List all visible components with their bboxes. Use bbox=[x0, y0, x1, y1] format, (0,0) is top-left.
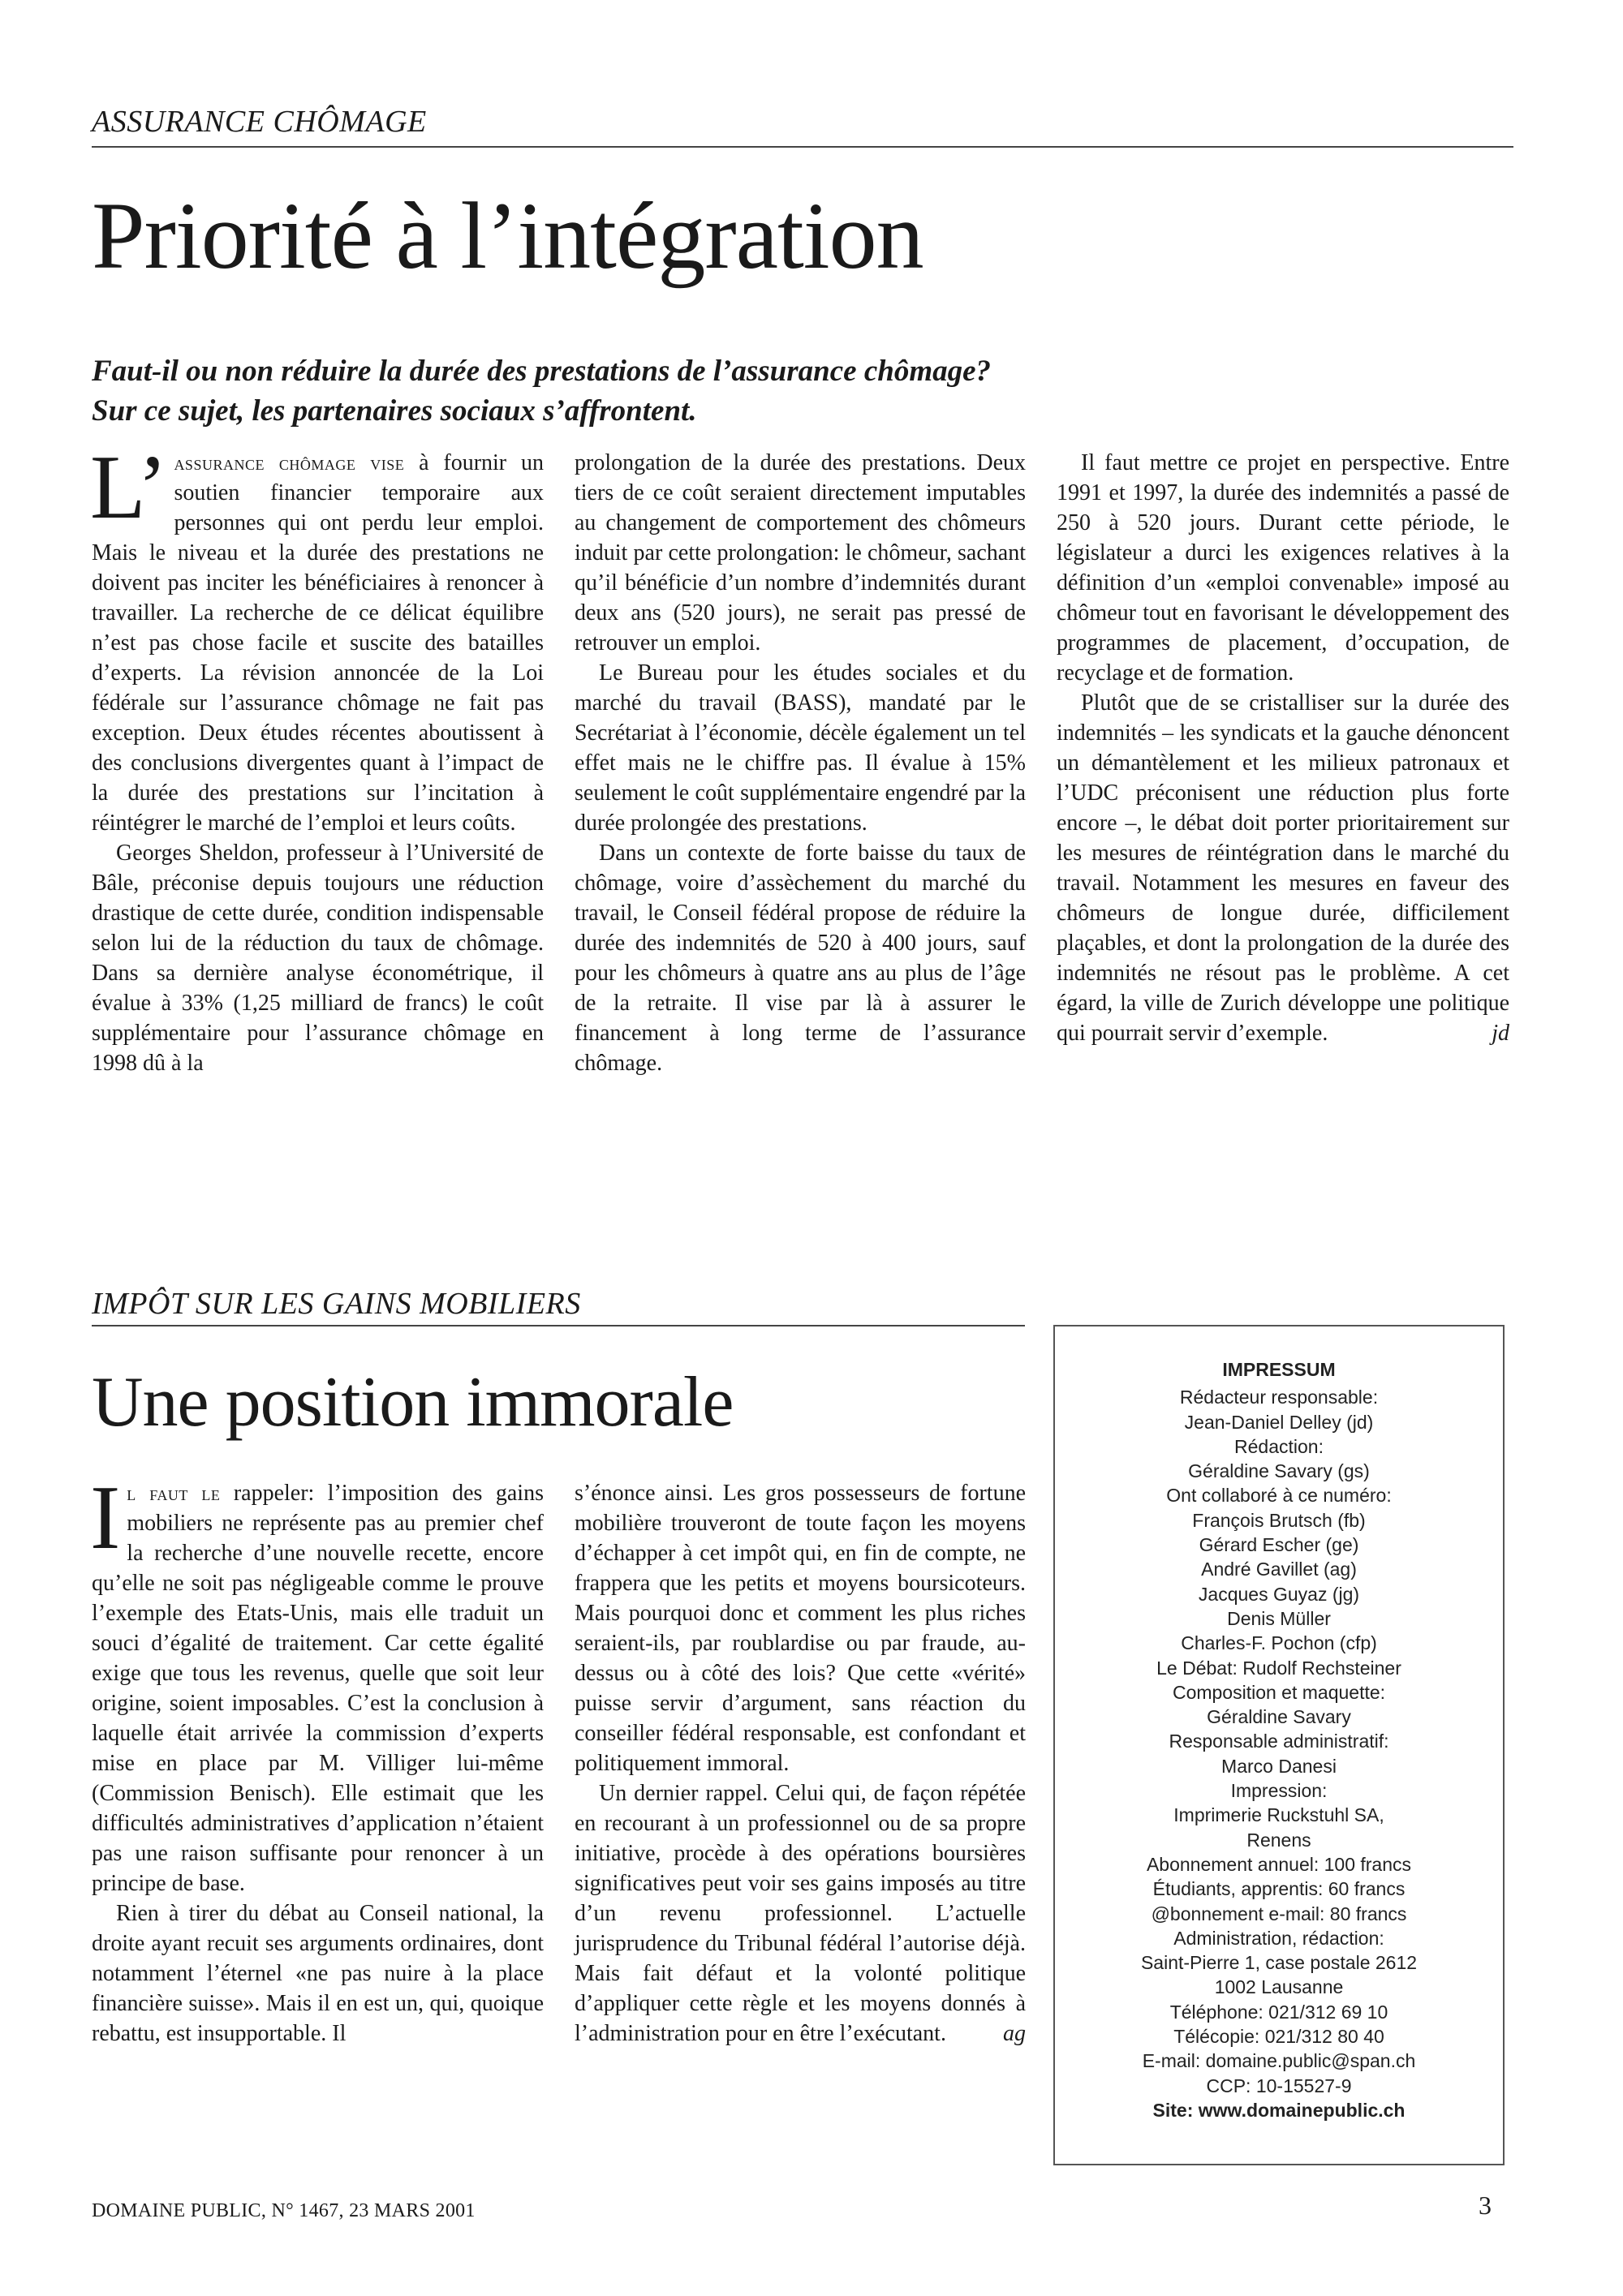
article2-kicker: IMPÔT SUR LES GAINS MOBILIERS bbox=[92, 1287, 581, 1321]
impressum-box bbox=[1053, 1325, 1505, 2165]
impressum-line: Jacques Guyaz (jg) bbox=[1198, 1583, 1360, 1605]
article1-dropcap: L’ bbox=[90, 437, 168, 538]
impressum-line: Responsable administratif: bbox=[1169, 1731, 1389, 1752]
impressum-line: Rédacteur responsable: bbox=[1179, 1387, 1379, 1408]
article2-lead-caps: l faut le bbox=[127, 1481, 221, 1505]
impressum-line: Télécopie: 021/312 80 40 bbox=[1173, 2026, 1384, 2048]
impressum-line: E-mail: domaine.public@span.ch bbox=[1142, 2050, 1416, 2072]
article1-paragraph: prolongation de la durée des prestations. Deux tiers de ce coût seraient directement imputables au changement de comportement des chômeurs induit par cette prolongation: le chômeur, sachant qu’il bénéficie d’un nombre d’indemnités durant deux ans (520 jours), ne serait pas pressé de retrouver un emploi. bbox=[575, 450, 1026, 656]
article2-col1-p1: rappeler: l’imposition des gains mobiliers ne représente pas au premier chef la recherche d’une nouvelle recette, encore qu’elle ne soit pas négligeable comme le prouve l’exemple des Etats-Unis, mais elle traduit un souci d’égalité de traitement. Car cette égalité exige que tous les revenus, quelle que soit leur origine, soient imposables. C’est la conclusion à laquelle était arrivée la commission d’experts mise en place par M. Villiger lui-même (Commission Benisch). Elle estimait que les difficultés administratives d’application n’étaient pas une raison suffisante pour renoncer à un principe de base. bbox=[92, 1481, 544, 1896]
article2-column-2 bbox=[575, 1478, 1026, 2049]
footer-issue: DOMAINE PUBLIC, N° 1467, 23 MARS 2001 bbox=[92, 2200, 476, 2221]
article2-column-1 bbox=[90, 1468, 544, 2049]
article2-kicker-rule bbox=[92, 1325, 1025, 1326]
article1-deck bbox=[92, 351, 1512, 431]
article2-dropcap: I bbox=[90, 1468, 121, 1568]
article2-paragraph: s’énonce ainsi. Les gros possesseurs de fortune mobilière trouveront de toute façon les moyens d’échapper à cet impôt qui, en fin de compte, ne frappera que les petits et moyens boursicoteurs. Mais pourquoi donc et comment les plus riches seraient-ils, par roublardise ou par fraude, au-dessus ou à côté des lois? Que cette «vérité» puisse servir d’argument, sans réaction du conseiller fédéral responsable, est confondant et politiquement immoral. bbox=[575, 1481, 1026, 1776]
article1-paragraph: Dans un contexte de forte baisse du taux de chômage, voire d’assèchement du marché du travail, le Conseil fédéral propose de réduire la durée des indemnités de 520 à 400 jours, sauf pour les chômeurs à quatre ans au plus de l’âge de la retraite. Il vise par là à assurer le financement à long terme de l’assurance chômage. bbox=[575, 841, 1026, 1076]
article1-paragraph bbox=[90, 437, 544, 838]
impressum-line: Géraldine Savary bbox=[1207, 1706, 1351, 1728]
impressum-line: Géraldine Savary (gs) bbox=[1188, 1460, 1370, 1482]
impressum-line: Ont collaboré à ce numéro: bbox=[1166, 1485, 1392, 1507]
article1-column-1 bbox=[90, 437, 544, 1078]
impressum-line: Impression: bbox=[1230, 1780, 1328, 1802]
article1-kicker: ASSURANCE CHÔMAGE bbox=[92, 105, 427, 139]
impressum-line: Gérard Escher (ge) bbox=[1199, 1534, 1359, 1556]
impressum-line: Charles-F. Pochon (cfp) bbox=[1181, 1632, 1377, 1654]
article2-signature: ag bbox=[1003, 2021, 1026, 2046]
article1-deck-line1: Faut-il ou non réduire la durée des prestations de l’assurance chômage? bbox=[92, 355, 992, 388]
article1-kicker-rule bbox=[92, 146, 1513, 148]
article1-headline: Priorité à l’intégration bbox=[92, 183, 923, 289]
article1-col1-p1: à fournir un soutien financier temporaire aux personnes qui ont perdu leur emploi. Mais le niveau et la durée des prestations ne doivent pas inciter les bénéficiaires à renoncer à travailler. La recherche de ce délicat équilibre n’est pas chose facile et suscite des batailles d’experts. La révision annoncée de la Loi fédérale sur l’assurance chômage ne fait pas exception. Deux études récentes aboutissent à des conclusions divergentes quant à l’impact de la durée des prestations sur l’incitation à réintégrer le marché de l’emploi et leurs coûts. bbox=[92, 450, 544, 836]
article2-paragraph bbox=[575, 1778, 1026, 2049]
article1-signature: jd bbox=[1492, 1021, 1509, 1046]
impressum-line: Denis Müller bbox=[1227, 1607, 1331, 1629]
article1-paragraph: Georges Sheldon, professeur à l’Université de Bâle, préconise depuis toujours une réduction drastique de cette durée, condition indispensable selon lui de la réduction du taux de chômage. Dans sa dernière analyse économétrique, il évalue à 33% (1,25 milliard de francs) le coût supplémentaire pour l’assurance chômage en 1998 dû à la bbox=[92, 841, 544, 1076]
page-number: 3 bbox=[1479, 2191, 1492, 2220]
article2-col2-p2: Un dernier rappel. Celui qui, de façon répétée en recourant à un professionnel ou de sa propre initiative, procède à des opérations boursières significatives peut voir ses gains imposés au titre d’un revenu professionnel. L’actuelle jurisprudence du Tribunal fédéral l’autorise déjà. Mais fait défaut et la volonté politique d’appliquer cette règle et les moyens donnés à l’administration pour en être l’exécutant. bbox=[575, 1781, 1026, 2046]
article2-paragraph: Rien à tirer du débat au Conseil national, la droite ayant recuit ses arguments ordinaires, dont notamment l’éternel «ne pas nuire à la place financière suisse». Mais il en est un, qui, quoique rebattu, est insupportable. Il bbox=[92, 1901, 544, 2046]
impressum-line: André Gavillet (ag) bbox=[1201, 1559, 1357, 1580]
article2-paragraph bbox=[90, 1468, 544, 1898]
impressum-line: @bonnement e-mail: 80 francs bbox=[1151, 1903, 1407, 1924]
impressum-line: Étudiants, apprentis: 60 francs bbox=[1152, 1878, 1406, 1900]
article1-col3-p2: Plutôt que de se cristalliser sur la durée des indemnités – les syndicats et la gauche dénoncent un démantèlement et les milieux patronaux et l’UDC préconisent une réduction plus forte encore –, le débat doit porter prioritairement sur les mesures de réintégration dans le marché du travail. Notamment les mesures en faveur des chômeurs de longue durée, difficilement plaçables, et dont la prolongation de la durée des indemnités ne résout pas le problème. A cet égard, la ville de Zurich développe une politique qui pourrait servir d’exemple. bbox=[1057, 690, 1509, 1046]
impressum-line: Abonnement annuel: 100 francs bbox=[1146, 1853, 1412, 1875]
impressum-line: CCP: 10-15527-9 bbox=[1206, 2075, 1352, 2096]
impressum-line: Imprimerie Ruckstuhl SA, bbox=[1173, 1804, 1384, 1826]
impressum-line: 1002 Lausanne bbox=[1214, 1976, 1344, 1998]
article2-headline: Une position immorale bbox=[92, 1363, 734, 1442]
impressum-line: Rédaction: bbox=[1234, 1435, 1324, 1457]
article1-deck-line2: Sur ce sujet, les partenaires sociaux s’affrontent. bbox=[92, 394, 697, 428]
impressum-line: Saint-Pierre 1, case postale 2612 bbox=[1140, 1952, 1418, 1974]
article1-paragraph: Il faut mettre ce projet en perspective. Entre 1991 et 1997, la durée des indemnités a passé de 250 à 520 jours. Durant cette période, le législateur a durci les exigences relatives à la définition d’un «emploi convenable» imposé au chômeur tout en favorisant le développement des programmes de placement, d’occupation, de recyclage et de formation. bbox=[1057, 450, 1509, 686]
article1-lead-caps: assurance chômage vise bbox=[174, 451, 405, 475]
impressum-line: Administration, rédaction: bbox=[1173, 1927, 1384, 1949]
impressum-site-line: Site: www.domainepublic.ch bbox=[1152, 2099, 1406, 2121]
impressum-line: Téléphone: 021/312 69 10 bbox=[1169, 2001, 1388, 2023]
impressum-line: Composition et maquette: bbox=[1172, 1681, 1386, 1703]
impressum-line: Marco Danesi bbox=[1221, 1755, 1337, 1777]
impressum-title: IMPRESSUM bbox=[1222, 1359, 1336, 1380]
article1-column-3 bbox=[1057, 448, 1509, 1048]
impressum-line: Jean-Daniel Delley (jd) bbox=[1184, 1411, 1374, 1433]
article1-paragraph: Le Bureau pour les études sociales et du marché du travail (BASS), mandaté par le Secrétariat à l’économie, décèle également un tel effet mais ne le chiffre pas. Il évalue à 15% seulement le coût supplémentaire engendré par la durée prolongée des prestations. bbox=[575, 660, 1026, 836]
impressum-line: François Brutsch (fb) bbox=[1192, 1509, 1366, 1531]
impressum-line: Renens bbox=[1246, 1829, 1311, 1851]
impressum-line: Le Débat: Rudolf Rechsteiner bbox=[1156, 1657, 1401, 1679]
article1-column-2 bbox=[575, 448, 1026, 1078]
article1-paragraph bbox=[1057, 688, 1509, 1048]
